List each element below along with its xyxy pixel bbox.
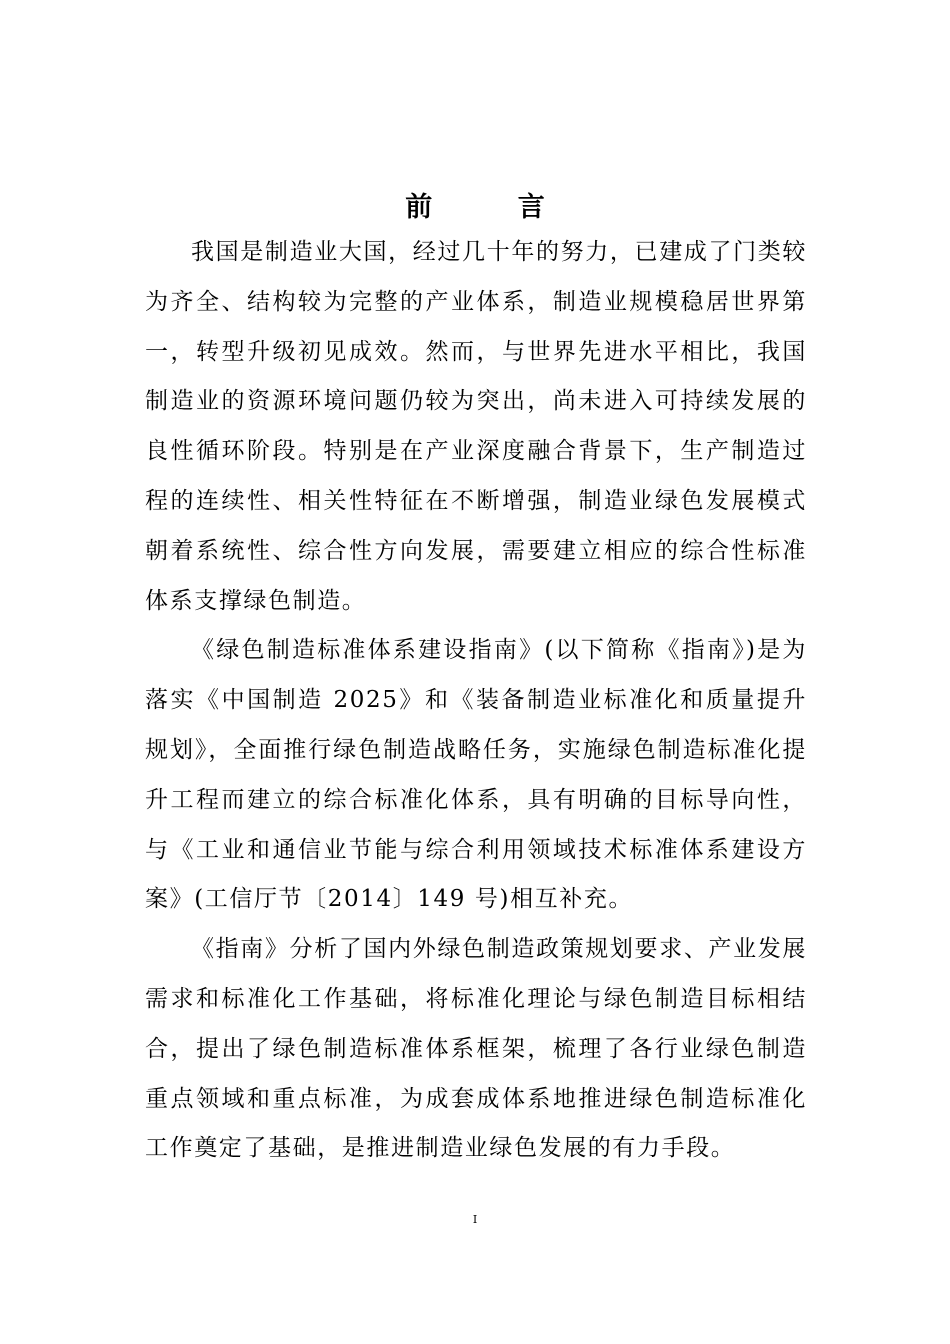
preface-body [145,228,807,1174]
page-title: 前 言 [405,192,583,224]
paragraph: 《指南》分析了国内外绿色制造政策规划要求、产业发展需求和标准化工作基础，将标准化理论与绿色制造目标相结合，提出了绿色制造标准体系框架，梳理了各行业绿色制造重点领域和重点标准，为成套成体系地推进绿色制造标准化工作奠定了基础，是推进制造业绿色发展的有力手段。 [145,936,807,1162]
paragraph: 《绿色制造标准体系建设指南》(以下简称《指南》)是为落实《中国制造 2025》和《装备制造业标准化和质量提升规划》，全面推行绿色制造战略任务，实施绿色制造标准化提升工程而建立的综合标准化体系，具有明确的目标导向性，与《工业和通信业节能与综合利用领域技术标准体系建设方案》(工信厅节〔2014〕149 号)相互补充。 [145,637,807,913]
page-number: I [472,1213,478,1226]
paragraph: 我国是制造业大国，经过几十年的努力，已建成了门类较为齐全、结构较为完整的产业体系，制造业规模稳居世界第一，转型升级初见成效。然而，与世界先进水平相比，我国制造业的资源环境问题仍较为突出，尚未进入可持续发展的良性循环阶段。特别是在产业深度融合背景下，生产制造过程的连续性、相关性特征在不断增强，制造业绿色发展模式朝着系统性、综合性方向发展，需要建立相应的综合性标准体系支撑绿色制造。 [145,239,807,614]
